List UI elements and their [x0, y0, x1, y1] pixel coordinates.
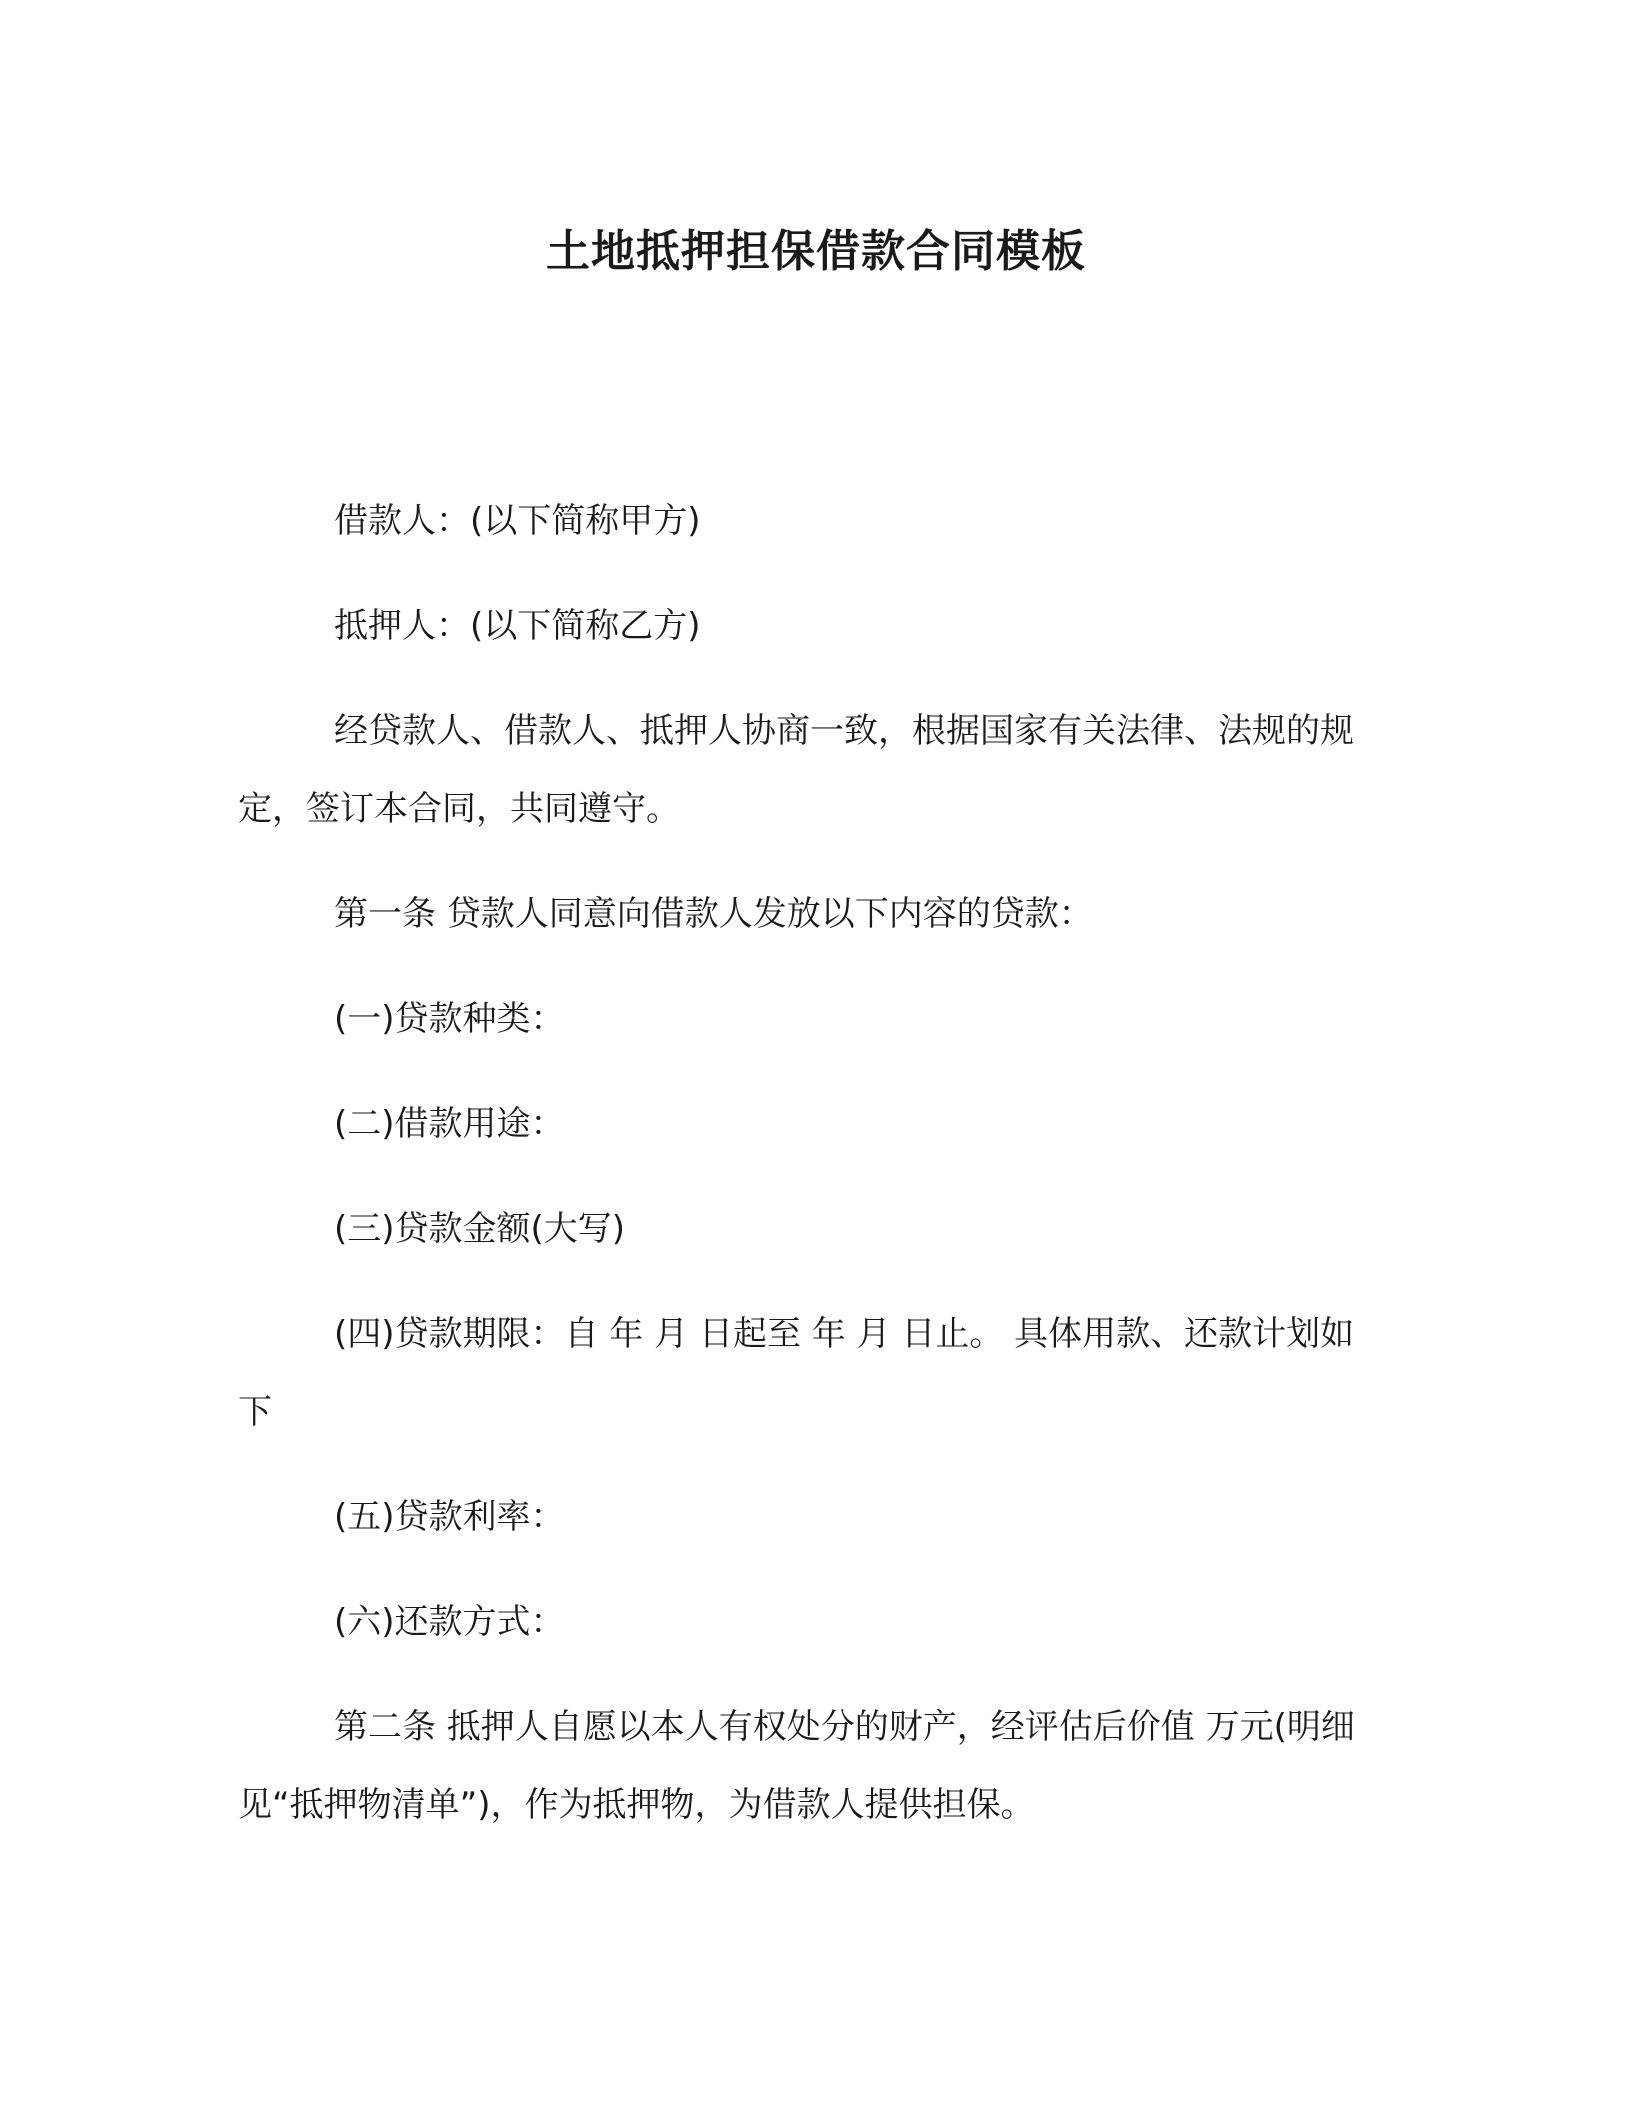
paragraph-loan-purpose: (二)借款用途： — [334, 1104, 565, 1144]
paragraph-article-1: 第一条 贷款人同意向借款人发放以下内容的贷款： — [334, 894, 1093, 934]
paragraph-interest-rate: (五)贷款利率： — [334, 1497, 565, 1537]
paragraph-loan-amount: (三)贷款金额(大写) — [334, 1209, 626, 1249]
paragraph-repayment-method: (六)还款方式： — [334, 1602, 565, 1642]
paragraph-article-2: 第二条 抵押人自愿以本人有权处分的财产，经评估后价值 万元(明细见“抵押物清单”)，作为抵押物，为借款人提供担保。 — [238, 1707, 1355, 1825]
paragraph-preamble: 经贷款人、借款人、抵押人协商一致，根据国家有关法律、法规的规定，签订本合同，共同遵守。 — [238, 711, 1354, 829]
paragraph-borrower: 借款人：(以下简称甲方) — [334, 501, 701, 541]
paragraph-loan-type: (一)贷款种类： — [334, 999, 565, 1039]
paragraph-loan-term: (四)贷款期限：自 年 月 日起至 年 月 日止。 具体用款、还款计划如下 — [238, 1314, 1355, 1432]
document-body — [238, 482, 1383, 1871]
paragraph-mortgagor: 抵押人：(以下简称乙方) — [334, 606, 701, 646]
document-title: 土地抵押担保借款合同模板 — [546, 226, 1086, 277]
